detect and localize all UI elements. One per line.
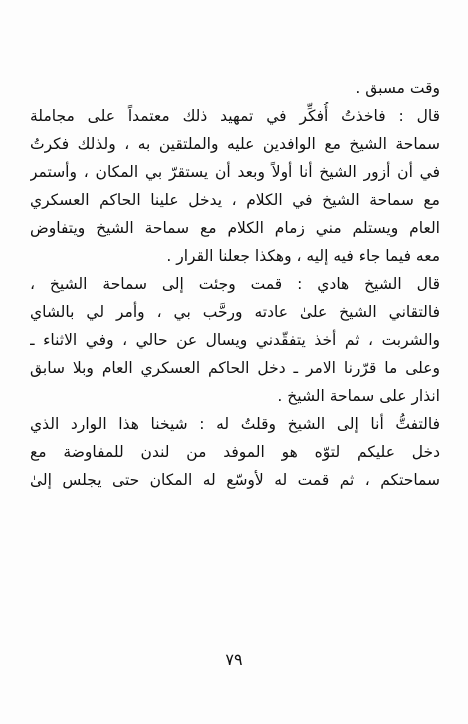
text-line: مع سماحة الشيخ في الكلام ، يدخل علينا الحاكم العسكري <box>30 191 440 209</box>
text-line: انذار على سماحة الشيخ . <box>277 387 440 405</box>
text-line: في أن أزور الشيخ أنا أولاً وبعد أن يستقرّ بي المكان ، وأستمر <box>30 163 440 181</box>
text-line: العام ويستلم مني زمام الكلام مع سماحة الشيخ ويتفاوض <box>30 219 440 237</box>
text-line: دخل عليكم لتوّه هو الموفد من لندن للمفاوضة مع <box>30 443 440 461</box>
text-line: سماحتكم ، ثم قمت له لأوسّع له المكان حتى يجلس إلىٰ <box>30 471 440 489</box>
text-line: فالتقاني الشيخ علىٰ عادته ورحَّب بي ، وأمر لي بالشاي <box>30 303 440 321</box>
text-line: والشربت ، ثم أخذ يتفقّدني ويسال عن حالي ، وفي الاثناء ـ <box>30 331 440 349</box>
text-line: وعلى ما قرّرنا الامر ـ دخل الحاكم العسكري العام وبلا سابق <box>30 359 440 377</box>
text-line: وقت مسبق . <box>355 79 440 97</box>
text-line: قال الشيخ هادي : قمت وجئت إلى سماحة الشيخ ، <box>30 275 440 293</box>
text-line: معه فيما جاء فيه إليه ، وهكذا جعلنا القرار . <box>166 247 440 265</box>
page-body-text <box>30 74 440 494</box>
text-line: سماحة الشيخ مع الوافدين عليه والملتقين به ، ولذلك فكرتُ <box>30 135 440 153</box>
text-line: قال : فاخذتُ أُفكِّر في تمهيد ذلك معتمداً على مجاملة <box>30 107 440 125</box>
text-line: فالتفتُّ أنا إلى الشيخ وقلتُ له : شيخنا هذا الوارد الذي <box>30 415 440 433</box>
page-number: ٧٩ <box>225 650 243 669</box>
